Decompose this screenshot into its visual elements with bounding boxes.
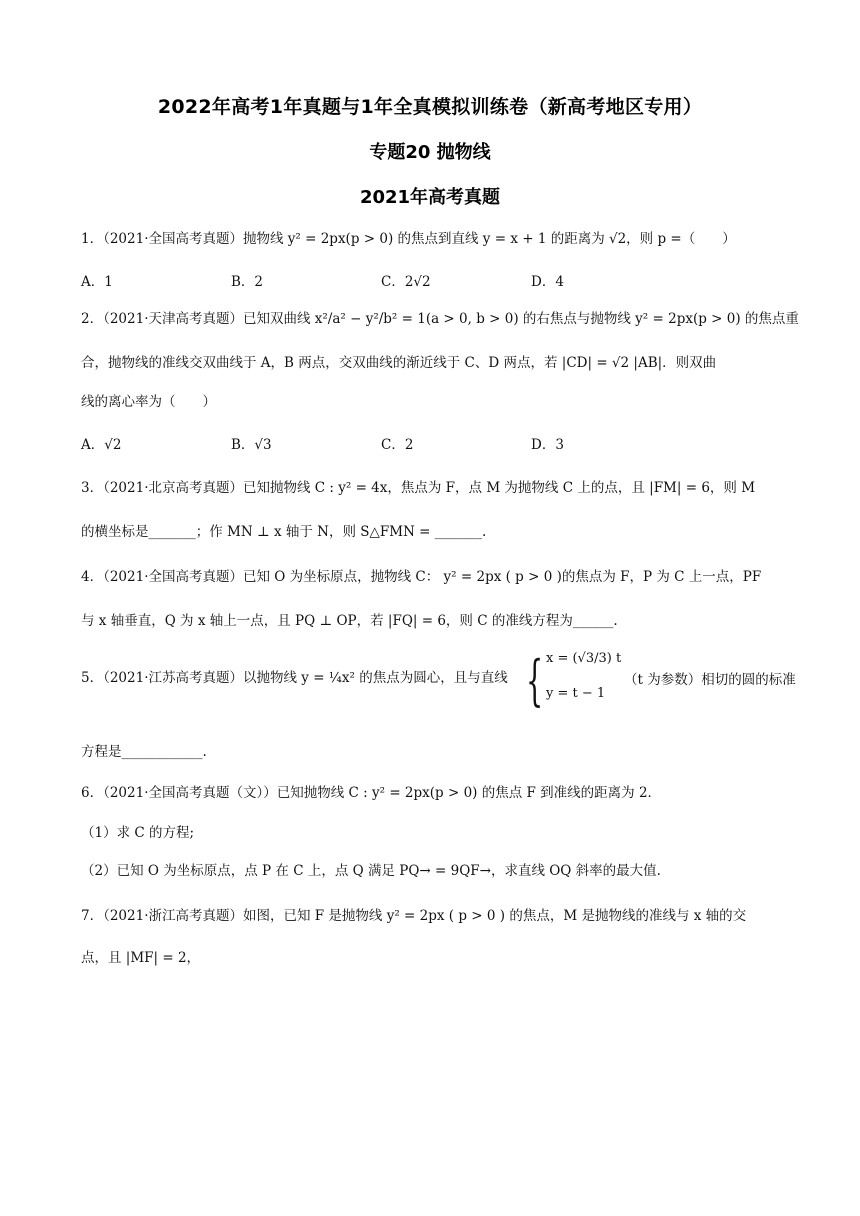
question-6-part-1: （1）求 C 的方程; bbox=[81, 825, 195, 841]
question-1-option-d: D．4 bbox=[531, 274, 564, 290]
question-1-option-a: A．1 bbox=[81, 274, 113, 290]
question-2-option-b: B．√3 bbox=[231, 437, 272, 453]
question-3-line-1: 3．（2021·北京高考真题）已知抛物线 C : y² = 4x，焦点为 F，点 M 为抛物线 C 上的点，且 |FM| = 6，则 M bbox=[81, 480, 756, 496]
question-1-option-c: C．2√2 bbox=[381, 274, 431, 290]
question-1-text: 1．（2021·全国高考真题）抛物线 y² = 2px(p > 0) 的焦点到直线 y = x + 1 的距离为 √2，则 p =（ ） bbox=[81, 231, 736, 247]
question-6-line-1: 6．（2021·全国高考真题（文））已知抛物线 C : y² = 2px(p > 0) 的焦点 F 到准线的距离为 2． bbox=[81, 785, 662, 801]
question-5-line-2: 方程是____________. bbox=[81, 744, 207, 760]
document-title: 2022年高考1年真题与1年全真模拟训练卷（新高考地区专用） bbox=[157, 96, 703, 118]
question-2-option-d: D．3 bbox=[531, 437, 564, 453]
question-3-line-2: 的横坐标是_______；作 MN ⊥ x 轴于 N，则 S△FMN = _______. bbox=[81, 524, 487, 540]
question-1-option-b: B．2 bbox=[231, 274, 264, 290]
question-5-system-eq-2: y = t − 1 bbox=[546, 686, 606, 701]
question-7-line-1: 7．（2021·浙江高考真题）如图，已知 F 是抛物线 y² = 2px ( p > 0 ) 的焦点，M 是抛物线的准线与 x 轴的交 bbox=[81, 908, 747, 924]
question-5-lead: 5．（2021·江苏高考真题）以抛物线 y = ¼x² 的焦点为圆心，且与直线 bbox=[81, 670, 508, 686]
topic-subtitle: 专题20 抛物线 bbox=[369, 142, 491, 163]
question-5-tail: （t 为参数）相切的圆的标准 bbox=[624, 672, 796, 688]
question-2-line-1: 2．（2021·天津高考真题）已知双曲线 x²/a² − y²/b² = 1(a > 0, b > 0) 的右焦点与抛物线 y² = 2px(p > 0) 的焦点重 bbox=[81, 311, 799, 327]
question-6-part-2: （2）已知 O 为坐标原点，点 P 在 C 上，点 Q 满足 PQ→ = 9QF→，求直线 OQ 斜率的最大值. bbox=[81, 863, 661, 879]
question-5-brace: { bbox=[526, 649, 544, 712]
question-2-line-2: 合，抛物线的准线交双曲线于 A，B 两点，交双曲线的渐近线于 C、D 两点，若 |CD| = √2 |AB|．则双曲 bbox=[81, 355, 717, 371]
section-heading: 2021年高考真题 bbox=[359, 187, 501, 208]
question-7-line-2: 点，且 |MF| = 2， bbox=[81, 950, 201, 966]
question-5-system-eq-1: x = (√3/3) t bbox=[546, 651, 622, 666]
question-2-option-c: C．2 bbox=[381, 437, 414, 453]
question-4-line-2: 与 x 轴垂直，Q 为 x 轴上一点，且 PQ ⊥ OP，若 |FQ| = 6，则 C 的准线方程为______. bbox=[81, 613, 618, 629]
question-2-option-a: A．√2 bbox=[81, 437, 122, 453]
question-4-line-1: 4．（2021·全国高考真题）已知 O 为坐标原点，抛物线 C： y² = 2px ( p > 0 )的焦点为 F，P 为 C 上一点，PF bbox=[81, 569, 762, 585]
question-2-line-3: 线的离心率为（ ） bbox=[81, 394, 216, 410]
